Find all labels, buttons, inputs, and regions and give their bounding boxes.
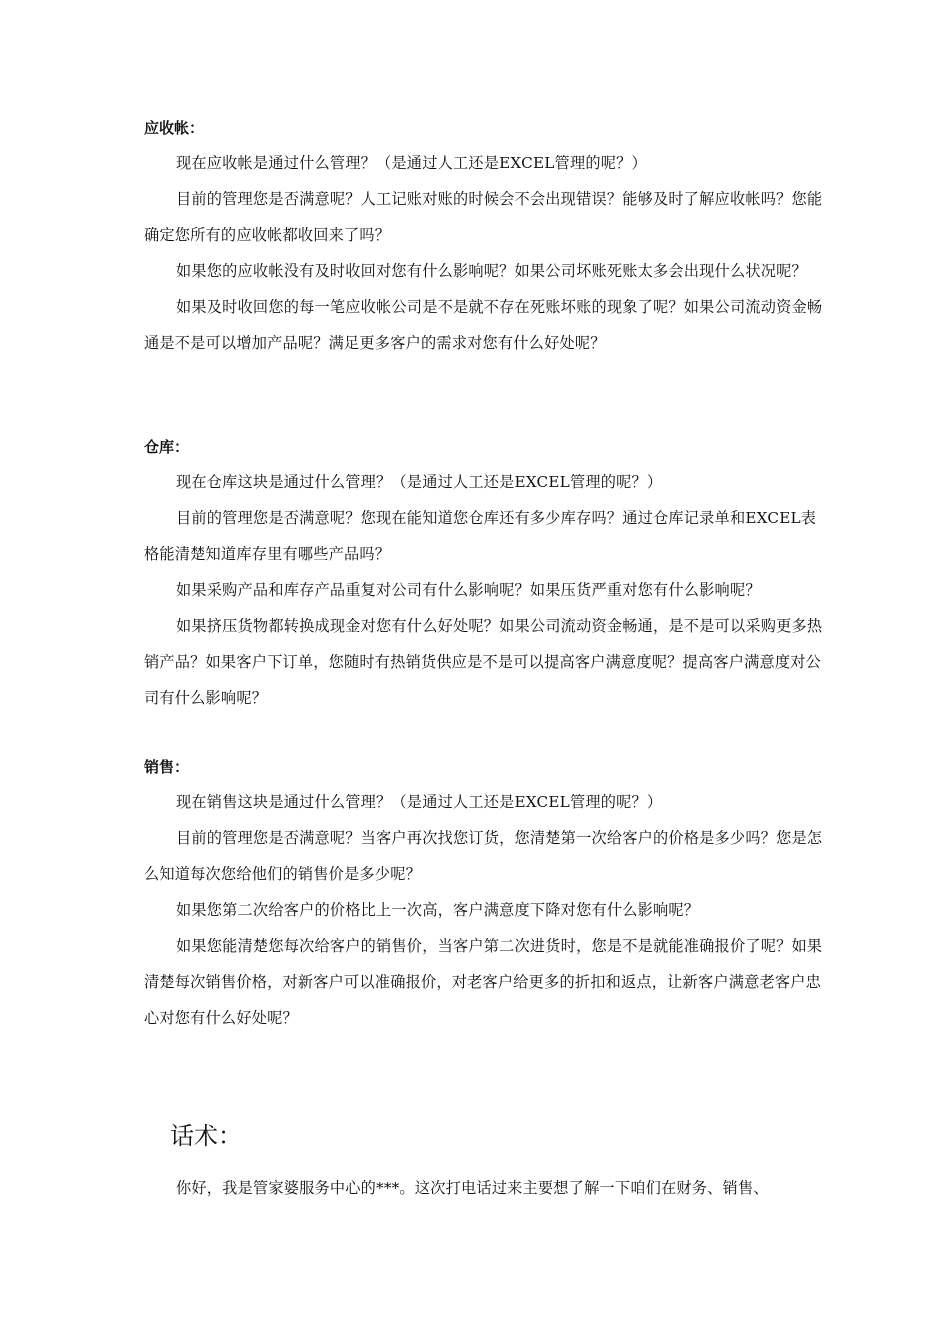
- paragraph: 如果您能清楚您每次给客户的销售价，当客户第二次进货时，您是不是就能准确报价了呢？如果清楚每次销售价格，对新客户可以准确报价，对老客户给更多的折扣和返点，让新客户满意老客户忠心对您有什么好处呢？: [144, 937, 823, 1027]
- paragraph: 现在应收帐是通过什么管理？（是通过人工还是EXCEL管理的呢？）: [176, 154, 647, 172]
- section-warehouse: [144, 437, 824, 716]
- paragraph: 目前的管理您是否满意呢？您现在能知道您仓库还有多少库存吗？通过仓库记录单和EXCEL表格能清楚知道库存里有哪些产品吗？: [144, 509, 817, 563]
- paragraph: 现在仓库这块是通过什么管理？（是通过人工还是EXCEL管理的呢？）: [176, 473, 663, 491]
- paragraph: 现在销售这块是通过什么管理？（是通过人工还是EXCEL管理的呢？）: [176, 793, 663, 811]
- section-heading: 销售：: [144, 758, 190, 776]
- paragraph: 目前的管理您是否满意呢？当客户再次找您订货，您清楚第一次给客户的价格是多少吗？您是怎么知道每次您给他们的销售价是多少呢？: [144, 829, 823, 883]
- paragraph: 如果及时收回您的每一笔应收帐公司是不是就不存在死账坏账的现象了呢？如果公司流动资金畅通是不是可以增加产品呢？满足更多客户的需求对您有什么好处呢？: [144, 298, 823, 352]
- paragraph: 如果采购产品和库存产品重复对公司有什么影响呢？如果压货严重对您有什么影响呢？: [176, 581, 761, 599]
- paragraph: 目前的管理您是否满意呢？人工记账对账的时候会不会出现错误？能够及时了解应收帐吗？您能确定您所有的应收帐都收回来了吗？: [144, 190, 823, 244]
- section-sales: [144, 757, 824, 1036]
- section-heading: 仓库：: [144, 438, 190, 456]
- section-heading: 应收帐：: [144, 119, 205, 137]
- paragraph: 如果您的应收帐没有及时收回对您有什么影响呢？如果公司坏账死账太多会出现什么状况呢？: [176, 262, 807, 280]
- paragraph: 如果您第二次给客户的价格比上一次高，客户满意度下降对您有什么影响呢？: [176, 901, 700, 919]
- script-paragraph: 你好，我是管家婆服务中心的***。这次打电话过来主要想了解一下咱们在财务、销售、: [176, 1179, 769, 1197]
- section-receivables: [144, 118, 824, 361]
- script-heading: 话术：: [170, 1122, 242, 1150]
- paragraph: 如果挤压货物都转换成现金对您有什么好处呢？如果公司流动资金畅通，是不是可以采购更多热销产品？如果客户下订单，您随时有热销货供应是不是可以提高客户满意度呢？提高客户满意度对公司有什么影响呢？: [144, 617, 823, 707]
